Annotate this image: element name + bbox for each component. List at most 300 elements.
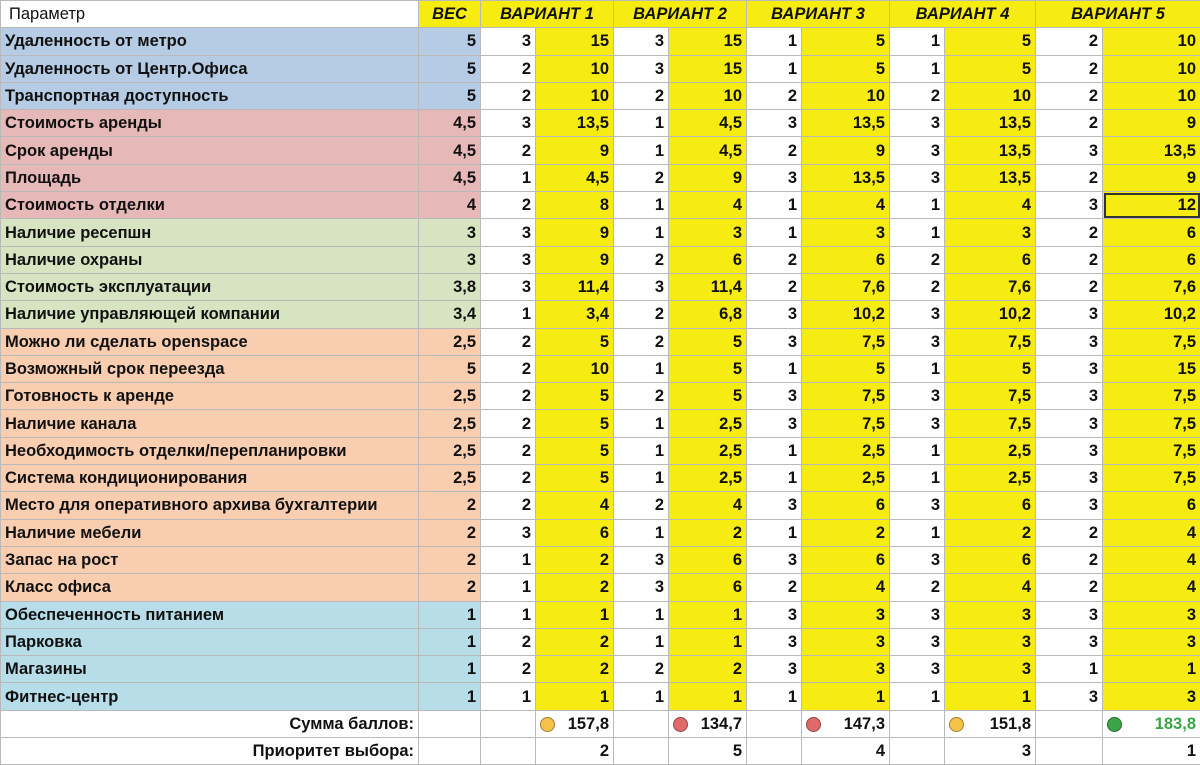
score-cell[interactable]: 3: [890, 137, 945, 164]
score-cell[interactable]: 2: [1036, 246, 1103, 273]
weighted-score-cell[interactable]: 6: [945, 492, 1036, 519]
score-cell[interactable]: 3: [747, 492, 802, 519]
score-cell[interactable]: 3: [1036, 383, 1103, 410]
weighted-score-cell[interactable]: 7,5: [945, 328, 1036, 355]
weighted-score-cell[interactable]: 6: [802, 492, 890, 519]
weighted-score-cell[interactable]: 1: [536, 683, 614, 710]
score-cell[interactable]: 1: [747, 192, 802, 219]
weight-cell[interactable]: 2: [419, 546, 481, 573]
weighted-score-cell[interactable]: 1: [802, 683, 890, 710]
score-cell[interactable]: 2: [1036, 110, 1103, 137]
weighted-score-cell[interactable]: 7,6: [802, 273, 890, 300]
score-cell[interactable]: 2: [890, 246, 945, 273]
weighted-score-cell[interactable]: 13,5: [945, 137, 1036, 164]
weighted-score-cell[interactable]: 13,5: [536, 110, 614, 137]
weight-cell[interactable]: 2: [419, 492, 481, 519]
score-cell[interactable]: 3: [481, 28, 536, 55]
weight-cell[interactable]: 5: [419, 55, 481, 82]
weighted-score-cell[interactable]: 4: [1103, 574, 1200, 601]
weighted-score-cell[interactable]: 2,5: [945, 465, 1036, 492]
score-cell[interactable]: 1: [614, 355, 669, 382]
weighted-score-cell[interactable]: 1: [945, 683, 1036, 710]
score-cell[interactable]: 1: [890, 192, 945, 219]
weighted-score-cell[interactable]: 4: [802, 574, 890, 601]
weighted-score-cell[interactable]: 2: [536, 656, 614, 683]
score-cell[interactable]: 3: [747, 546, 802, 573]
score-cell[interactable]: 1: [481, 683, 536, 710]
weighted-score-cell[interactable]: 5: [536, 465, 614, 492]
score-cell[interactable]: 3: [890, 383, 945, 410]
weighted-score-cell[interactable]: 10: [1103, 55, 1200, 82]
score-cell[interactable]: 3: [1036, 328, 1103, 355]
weighted-score-cell[interactable]: 10: [802, 82, 890, 109]
score-cell[interactable]: 1: [481, 574, 536, 601]
weighted-score-cell[interactable]: 6: [945, 246, 1036, 273]
parameter-name-cell[interactable]: Стоимость эксплуатации: [1, 273, 419, 300]
weighted-score-cell[interactable]: 10,2: [802, 301, 890, 328]
score-cell[interactable]: 2: [747, 246, 802, 273]
weight-cell[interactable]: 4,5: [419, 164, 481, 191]
score-cell[interactable]: 1: [747, 683, 802, 710]
empty-cell[interactable]: [890, 738, 945, 765]
weighted-score-cell[interactable]: 3: [802, 601, 890, 628]
score-cell[interactable]: 1: [890, 519, 945, 546]
weighted-score-cell[interactable]: 6: [536, 519, 614, 546]
weighted-score-cell[interactable]: 10: [1103, 28, 1200, 55]
weighted-score-cell[interactable]: 6: [1103, 219, 1200, 246]
score-cell[interactable]: 3: [1036, 137, 1103, 164]
score-cell[interactable]: 3: [481, 110, 536, 137]
score-cell[interactable]: 3: [1036, 683, 1103, 710]
weighted-score-cell[interactable]: 11,4: [669, 273, 747, 300]
score-cell[interactable]: 1: [890, 355, 945, 382]
weighted-score-cell[interactable]: 6: [669, 574, 747, 601]
score-cell[interactable]: 1: [481, 301, 536, 328]
weighted-score-cell[interactable]: 2,5: [669, 465, 747, 492]
priority-cell[interactable]: 3: [945, 738, 1036, 765]
score-cell[interactable]: 1: [614, 410, 669, 437]
score-cell[interactable]: 2: [1036, 55, 1103, 82]
score-cell[interactable]: 3: [747, 656, 802, 683]
score-cell[interactable]: 3: [481, 519, 536, 546]
empty-cell[interactable]: [614, 710, 669, 737]
empty-cell[interactable]: [481, 738, 536, 765]
score-cell[interactable]: 3: [1036, 355, 1103, 382]
weighted-score-cell[interactable]: 3: [669, 219, 747, 246]
score-cell[interactable]: 3: [747, 110, 802, 137]
score-cell[interactable]: 2: [614, 328, 669, 355]
weight-cell[interactable]: 2,5: [419, 465, 481, 492]
weight-cell[interactable]: 1: [419, 601, 481, 628]
total-cell[interactable]: [536, 710, 614, 737]
score-cell[interactable]: 3: [747, 383, 802, 410]
score-cell[interactable]: 1: [890, 55, 945, 82]
score-cell[interactable]: 2: [1036, 546, 1103, 573]
score-cell[interactable]: 3: [614, 28, 669, 55]
parameter-name-cell[interactable]: Система кондиционирования: [1, 465, 419, 492]
weighted-score-cell[interactable]: 9: [536, 246, 614, 273]
parameter-name-cell[interactable]: Наличие мебели: [1, 519, 419, 546]
header-variant-2[interactable]: ВАРИАНТ 2: [614, 1, 747, 28]
weighted-score-cell[interactable]: 5: [536, 410, 614, 437]
parameter-name-cell[interactable]: Магазины: [1, 656, 419, 683]
empty-cell[interactable]: [419, 710, 481, 737]
weighted-score-cell[interactable]: 10: [536, 55, 614, 82]
score-cell[interactable]: 2: [614, 301, 669, 328]
score-cell[interactable]: 1: [1036, 656, 1103, 683]
weighted-score-cell[interactable]: 2,5: [802, 465, 890, 492]
weighted-score-cell[interactable]: 7,5: [1103, 465, 1200, 492]
weighted-score-cell[interactable]: 7,5: [1103, 410, 1200, 437]
weight-cell[interactable]: 3,4: [419, 301, 481, 328]
weighted-score-cell[interactable]: 5: [945, 355, 1036, 382]
score-cell[interactable]: 3: [890, 164, 945, 191]
weighted-score-cell[interactable]: 4,5: [536, 164, 614, 191]
weight-cell[interactable]: 2,5: [419, 437, 481, 464]
parameter-name-cell[interactable]: Можно ли сделать openspace: [1, 328, 419, 355]
parameter-name-cell[interactable]: Класс офиса: [1, 574, 419, 601]
weighted-score-cell[interactable]: 9: [802, 137, 890, 164]
empty-cell[interactable]: [747, 738, 802, 765]
score-cell[interactable]: 2: [481, 492, 536, 519]
weighted-score-cell[interactable]: 3: [945, 656, 1036, 683]
weight-cell[interactable]: 4,5: [419, 137, 481, 164]
weight-cell[interactable]: 2: [419, 574, 481, 601]
weighted-score-cell[interactable]: 9: [1103, 164, 1200, 191]
weighted-score-cell[interactable]: 7,5: [1103, 437, 1200, 464]
score-cell[interactable]: 3: [890, 601, 945, 628]
weighted-score-cell[interactable]: 13,5: [802, 110, 890, 137]
weighted-score-cell[interactable]: 3: [945, 219, 1036, 246]
score-cell[interactable]: 2: [890, 574, 945, 601]
score-cell[interactable]: 2: [747, 273, 802, 300]
weighted-score-cell[interactable]: 4: [1103, 546, 1200, 573]
parameter-name-cell[interactable]: Парковка: [1, 628, 419, 655]
weighted-score-cell[interactable]: 5: [945, 55, 1036, 82]
parameter-name-cell[interactable]: Возможный срок переезда: [1, 355, 419, 382]
score-cell[interactable]: 3: [890, 628, 945, 655]
weighted-score-cell[interactable]: 15: [669, 55, 747, 82]
score-cell[interactable]: 2: [614, 383, 669, 410]
score-cell[interactable]: 2: [481, 192, 536, 219]
score-cell[interactable]: 2: [747, 574, 802, 601]
weight-cell[interactable]: 2,5: [419, 383, 481, 410]
score-cell[interactable]: 1: [890, 683, 945, 710]
weighted-score-cell[interactable]: 3,4: [536, 301, 614, 328]
weighted-score-cell[interactable]: 5: [536, 383, 614, 410]
weighted-score-cell[interactable]: 13,5: [945, 110, 1036, 137]
score-cell[interactable]: 1: [747, 28, 802, 55]
priority-cell[interactable]: 4: [802, 738, 890, 765]
score-cell[interactable]: 3: [890, 328, 945, 355]
score-cell[interactable]: 3: [747, 601, 802, 628]
weighted-score-cell[interactable]: 9: [536, 219, 614, 246]
score-cell[interactable]: 1: [614, 683, 669, 710]
weighted-score-cell[interactable]: 7,5: [802, 328, 890, 355]
score-cell[interactable]: 1: [890, 465, 945, 492]
score-cell[interactable]: 1: [614, 437, 669, 464]
weight-cell[interactable]: 4: [419, 192, 481, 219]
weighted-score-cell[interactable]: 5: [669, 383, 747, 410]
score-cell[interactable]: 1: [614, 192, 669, 219]
score-cell[interactable]: 1: [481, 601, 536, 628]
score-cell[interactable]: 2: [481, 328, 536, 355]
score-cell[interactable]: 3: [1036, 492, 1103, 519]
score-cell[interactable]: 3: [481, 246, 536, 273]
parameter-name-cell[interactable]: Наличие канала: [1, 410, 419, 437]
weighted-score-cell[interactable]: 3: [802, 219, 890, 246]
weighted-score-cell[interactable]: 6: [945, 546, 1036, 573]
weight-cell[interactable]: 2,5: [419, 410, 481, 437]
score-cell[interactable]: 2: [614, 82, 669, 109]
priority-cell[interactable]: 2: [536, 738, 614, 765]
weighted-score-cell[interactable]: 2,5: [669, 437, 747, 464]
weighted-score-cell[interactable]: 15: [669, 28, 747, 55]
empty-cell[interactable]: [1036, 710, 1103, 737]
weighted-score-cell[interactable]: 5: [669, 355, 747, 382]
weight-cell[interactable]: 3,8: [419, 273, 481, 300]
weighted-score-cell[interactable]: 4: [945, 574, 1036, 601]
parameter-name-cell[interactable]: Фитнес-центр: [1, 683, 419, 710]
weighted-score-cell[interactable]: 11,4: [536, 273, 614, 300]
weighted-score-cell[interactable]: 2: [669, 519, 747, 546]
score-cell[interactable]: 3: [747, 328, 802, 355]
weight-cell[interactable]: 3: [419, 246, 481, 273]
score-cell[interactable]: 2: [481, 82, 536, 109]
weighted-score-cell[interactable]: 6: [1103, 246, 1200, 273]
header-param-cell[interactable]: Параметр: [1, 1, 419, 28]
weighted-score-cell[interactable]: 1: [669, 683, 747, 710]
score-cell[interactable]: 1: [614, 601, 669, 628]
weighted-score-cell[interactable]: 7,5: [1103, 383, 1200, 410]
weight-cell[interactable]: 5: [419, 82, 481, 109]
weighted-score-cell[interactable]: 7,5: [1103, 328, 1200, 355]
score-cell[interactable]: 2: [481, 656, 536, 683]
score-cell[interactable]: 1: [614, 137, 669, 164]
priority-cell[interactable]: 1: [1103, 738, 1200, 765]
parameter-name-cell[interactable]: Обеспеченность питанием: [1, 601, 419, 628]
weighted-score-cell[interactable]: 6: [802, 546, 890, 573]
weight-cell[interactable]: 3: [419, 219, 481, 246]
weighted-score-cell[interactable]: 5: [945, 28, 1036, 55]
score-cell[interactable]: 2: [747, 137, 802, 164]
weighted-score-cell[interactable]: 1: [669, 601, 747, 628]
score-cell[interactable]: 2: [1036, 273, 1103, 300]
score-cell[interactable]: 2: [1036, 164, 1103, 191]
weight-cell[interactable]: 1: [419, 656, 481, 683]
total-cell[interactable]: [669, 710, 747, 737]
parameter-name-cell[interactable]: Удаленность от Центр.Офиса: [1, 55, 419, 82]
score-cell[interactable]: 3: [614, 55, 669, 82]
score-cell[interactable]: 2: [1036, 519, 1103, 546]
parameter-name-cell[interactable]: Запас на рост: [1, 546, 419, 573]
weighted-score-cell[interactable]: 5: [669, 328, 747, 355]
weighted-score-cell[interactable]: 9: [536, 137, 614, 164]
score-cell[interactable]: 2: [481, 628, 536, 655]
weighted-score-cell[interactable]: 5: [802, 28, 890, 55]
weighted-score-cell[interactable]: 13,5: [945, 164, 1036, 191]
score-cell[interactable]: 2: [1036, 219, 1103, 246]
parameter-name-cell[interactable]: Площадь: [1, 164, 419, 191]
score-cell[interactable]: 3: [890, 546, 945, 573]
score-cell[interactable]: 1: [614, 219, 669, 246]
empty-cell[interactable]: [747, 710, 802, 737]
weighted-score-cell[interactable]: 1: [536, 601, 614, 628]
weighted-score-cell[interactable]: 3: [1103, 628, 1200, 655]
empty-cell[interactable]: [890, 710, 945, 737]
weighted-score-cell[interactable]: 2,5: [945, 437, 1036, 464]
weighted-score-cell[interactable]: 5: [802, 355, 890, 382]
header-weight-cell[interactable]: ВЕС: [419, 1, 481, 28]
weighted-score-cell[interactable]: 15: [536, 28, 614, 55]
score-cell[interactable]: 2: [481, 55, 536, 82]
score-cell[interactable]: 2: [614, 492, 669, 519]
weighted-score-cell[interactable]: 4,5: [669, 137, 747, 164]
score-cell[interactable]: 2: [1036, 82, 1103, 109]
total-cell[interactable]: [945, 710, 1036, 737]
score-cell[interactable]: 1: [747, 355, 802, 382]
parameter-name-cell[interactable]: Наличие охраны: [1, 246, 419, 273]
weighted-score-cell[interactable]: 2: [536, 546, 614, 573]
score-cell[interactable]: 3: [747, 628, 802, 655]
weighted-score-cell[interactable]: 9: [1103, 110, 1200, 137]
header-variant-4[interactable]: ВАРИАНТ 4: [890, 1, 1036, 28]
weighted-score-cell[interactable]: 7,6: [945, 273, 1036, 300]
weighted-score-cell[interactable]: 5: [802, 55, 890, 82]
score-cell[interactable]: 1: [890, 28, 945, 55]
score-cell[interactable]: 3: [1036, 465, 1103, 492]
weighted-score-cell[interactable]: 7,5: [945, 383, 1036, 410]
score-cell[interactable]: 1: [747, 519, 802, 546]
score-cell[interactable]: 3: [614, 574, 669, 601]
parameter-name-cell[interactable]: Необходимость отделки/перепланировки: [1, 437, 419, 464]
weighted-score-cell[interactable]: 4: [802, 192, 890, 219]
score-cell[interactable]: 3: [1036, 437, 1103, 464]
score-cell[interactable]: 1: [890, 219, 945, 246]
header-variant-5[interactable]: ВАРИАНТ 5: [1036, 1, 1200, 28]
parameter-name-cell[interactable]: Наличие управляющей компании: [1, 301, 419, 328]
weighted-score-cell[interactable]: 3: [945, 601, 1036, 628]
empty-cell[interactable]: [481, 710, 536, 737]
weighted-score-cell[interactable]: 6,8: [669, 301, 747, 328]
score-cell[interactable]: 3: [890, 492, 945, 519]
weighted-score-cell[interactable]: 10,2: [1103, 301, 1200, 328]
weighted-score-cell[interactable]: 4: [669, 492, 747, 519]
total-cell[interactable]: [802, 710, 890, 737]
weighted-score-cell[interactable]: 5: [536, 437, 614, 464]
weighted-score-cell[interactable]: 3: [802, 628, 890, 655]
weighted-score-cell[interactable]: 15: [1103, 355, 1200, 382]
weighted-score-cell[interactable]: 6: [802, 246, 890, 273]
weight-cell[interactable]: 5: [419, 28, 481, 55]
weighted-score-cell[interactable]: 3: [945, 628, 1036, 655]
score-cell[interactable]: 3: [614, 546, 669, 573]
score-cell[interactable]: 3: [481, 219, 536, 246]
score-cell[interactable]: 2: [481, 137, 536, 164]
score-cell[interactable]: 3: [481, 273, 536, 300]
weighted-score-cell[interactable]: 2,5: [802, 437, 890, 464]
parameter-name-cell[interactable]: Наличие ресепшн: [1, 219, 419, 246]
score-cell[interactable]: 2: [614, 246, 669, 273]
header-variant-3[interactable]: ВАРИАНТ 3: [747, 1, 890, 28]
score-cell[interactable]: 3: [747, 410, 802, 437]
weighted-score-cell[interactable]: 3: [802, 656, 890, 683]
weighted-score-cell[interactable]: 13,5: [1103, 137, 1200, 164]
parameter-name-cell[interactable]: Срок аренды: [1, 137, 419, 164]
weighted-score-cell[interactable]: 2: [669, 656, 747, 683]
weighted-score-cell[interactable]: 2: [536, 628, 614, 655]
weighted-score-cell[interactable]: 6: [669, 546, 747, 573]
score-cell[interactable]: 3: [1036, 192, 1103, 219]
score-cell[interactable]: 2: [481, 355, 536, 382]
score-cell[interactable]: 1: [614, 465, 669, 492]
parameter-name-cell[interactable]: Транспортная доступность: [1, 82, 419, 109]
score-cell[interactable]: 3: [890, 410, 945, 437]
weighted-score-cell[interactable]: 10: [536, 355, 614, 382]
weighted-score-cell[interactable]: 4: [669, 192, 747, 219]
score-cell[interactable]: 2: [481, 410, 536, 437]
score-cell[interactable]: 2: [1036, 574, 1103, 601]
weighted-score-cell[interactable]: 7,5: [945, 410, 1036, 437]
score-cell[interactable]: 2: [747, 82, 802, 109]
priority-label[interactable]: Приоритет выбора:: [1, 738, 419, 765]
weighted-score-cell[interactable]: 10: [669, 82, 747, 109]
weighted-score-cell[interactable]: 1: [1103, 656, 1200, 683]
weighted-score-cell[interactable]: 4: [536, 492, 614, 519]
weighted-score-cell[interactable]: 4,5: [669, 110, 747, 137]
score-cell[interactable]: 3: [747, 301, 802, 328]
weighted-score-cell[interactable]: 6: [669, 246, 747, 273]
score-cell[interactable]: 3: [1036, 301, 1103, 328]
score-cell[interactable]: 1: [614, 628, 669, 655]
weight-cell[interactable]: 2: [419, 519, 481, 546]
score-cell[interactable]: 1: [890, 437, 945, 464]
weighted-score-cell[interactable]: 5: [536, 328, 614, 355]
weighted-score-cell[interactable]: 2: [536, 574, 614, 601]
score-cell[interactable]: 2: [890, 273, 945, 300]
header-variant-1[interactable]: ВАРИАНТ 1: [481, 1, 614, 28]
score-cell[interactable]: 3: [890, 656, 945, 683]
weighted-score-cell[interactable]: 9: [669, 164, 747, 191]
empty-cell[interactable]: [614, 738, 669, 765]
score-cell[interactable]: 1: [747, 219, 802, 246]
score-cell[interactable]: 3: [1036, 628, 1103, 655]
parameter-name-cell[interactable]: Стоимость отделки: [1, 192, 419, 219]
score-cell[interactable]: 2: [890, 82, 945, 109]
score-cell[interactable]: 3: [890, 110, 945, 137]
score-cell[interactable]: 3: [614, 273, 669, 300]
weight-cell[interactable]: 1: [419, 628, 481, 655]
score-cell[interactable]: 2: [1036, 28, 1103, 55]
weighted-score-cell[interactable]: 2: [802, 519, 890, 546]
score-cell[interactable]: 2: [481, 383, 536, 410]
weighted-score-cell[interactable]: 10: [1103, 82, 1200, 109]
weight-cell[interactable]: 1: [419, 683, 481, 710]
weighted-score-cell[interactable]: 10: [536, 82, 614, 109]
parameter-name-cell[interactable]: Место для оперативного архива бухгалтерии: [1, 492, 419, 519]
weighted-score-cell[interactable]: 12: [1103, 192, 1200, 219]
score-cell[interactable]: 1: [481, 164, 536, 191]
weight-cell[interactable]: 2,5: [419, 328, 481, 355]
score-cell[interactable]: 1: [747, 437, 802, 464]
weighted-score-cell[interactable]: 4: [1103, 519, 1200, 546]
weighted-score-cell[interactable]: 7,6: [1103, 273, 1200, 300]
weighted-score-cell[interactable]: 10,2: [945, 301, 1036, 328]
priority-cell[interactable]: 5: [669, 738, 747, 765]
total-cell[interactable]: [1103, 710, 1200, 737]
parameter-name-cell[interactable]: Готовность к аренде: [1, 383, 419, 410]
weighted-score-cell[interactable]: 8: [536, 192, 614, 219]
